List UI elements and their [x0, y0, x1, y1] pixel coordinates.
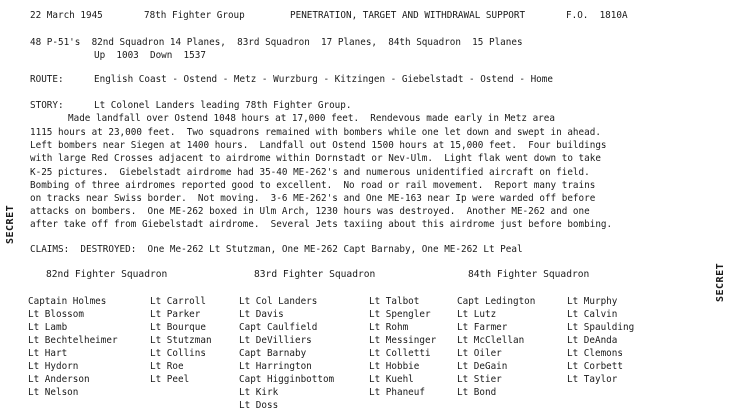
- story-label: STORY:: [30, 100, 64, 111]
- route-label: ROUTE:: [30, 74, 64, 85]
- story-line: 1115 hours at 23,000 feet. Two squadrons remained with bombers while one let down and swept in ahead.: [30, 127, 601, 138]
- report-date: 22 March 1945: [30, 10, 103, 21]
- pilot-name: Lt Spaulding: [567, 322, 635, 333]
- field-order: F.O. 1810A: [566, 10, 628, 21]
- pilot-name: Lt Peel: [150, 374, 190, 385]
- pilot-name: Lt Phaneuf: [369, 387, 425, 398]
- mission-type: PENETRATION, TARGET AND WITHDRAWAL SUPPORT: [290, 10, 526, 21]
- pilot-name: Lt Collins: [150, 348, 206, 359]
- pilot-name: Lt Clemons: [567, 348, 623, 359]
- pilot-name: Lt Bond: [457, 387, 497, 398]
- pilot-name: Capt Caulfield: [239, 322, 318, 333]
- pilot-name: Lt Roe: [150, 361, 184, 372]
- pilot-name: Lt Col Landers: [239, 296, 318, 307]
- squadron-84-roster-col1: [457, 295, 535, 399]
- pilot-name: Lt Anderson: [28, 374, 90, 385]
- pilot-name: Lt Messinger: [369, 335, 437, 346]
- pilot-name: Lt DeGain: [457, 361, 508, 372]
- squadron-84-roster-col2: [567, 295, 634, 386]
- pilot-name: Lt Parker: [150, 309, 201, 320]
- pilot-name: Lt Carroll: [150, 296, 206, 307]
- pilot-name: Lt Farmer: [457, 322, 508, 333]
- pilot-name: Lt Corbett: [567, 361, 623, 372]
- story-line: after take off from Giebelstadt airdrome. Several Jets taxiing about this airdrome just before bombing.: [30, 219, 613, 230]
- story-line: with large Red Crosses adjacent to airdrome within Dornstadt or Nev-Ulm. Light flak went down to take: [30, 153, 601, 164]
- story-line: attacks on bombers. One ME-262 boxed in Ulm Arch, 1230 hours was destroyed. Another ME-262 and one: [30, 206, 590, 217]
- story-line: Made landfall over Ostend 1048 hours at 17,000 feet. Rendevous made early in Metz area: [68, 113, 555, 124]
- squadron-83-roster-col2: [369, 295, 436, 399]
- story-line: Left bombers near Siegen at 1400 hours. Landfall out Ostend 1500 hours at 15,000 feet. Four buildings: [30, 140, 607, 151]
- pilot-name: Lt Kirk: [239, 387, 279, 398]
- secret-stamp-left: SECRET: [5, 204, 16, 244]
- route-text: English Coast - Ostend - Metz - Wurzburg - Kitzingen - Giebelstadt - Ostend - Home: [94, 74, 553, 85]
- story-line: K-25 pictures. Giebelstadt airdrome had 35-40 ME-262's and numerous unidentified aircraft on field.: [30, 167, 590, 178]
- pilot-name: Lt Stutzman: [150, 335, 212, 346]
- story-line: Lt Colonel Landers leading 78th Fighter Group.: [94, 100, 352, 111]
- pilot-name: Lt Spengler: [369, 309, 431, 320]
- pilot-name: Lt Colletti: [369, 348, 431, 359]
- pilot-name: Lt Calvin: [567, 309, 618, 320]
- pilot-name: Lt Hart: [28, 348, 68, 359]
- pilot-name: Lt Murphy: [567, 296, 618, 307]
- pilot-name: Lt Rohm: [369, 322, 409, 333]
- up-down-times: Up 1003 Down 1537: [94, 50, 206, 61]
- pilot-name: Lt Oiler: [457, 348, 502, 359]
- pilot-name: Lt Bechtelheimer: [28, 335, 118, 346]
- squadron-84-title: 84th Fighter Squadron: [468, 269, 590, 280]
- aircraft-summary: 48 P-51's 82nd Squadron 14 Planes, 83rd Squadron 17 Planes, 84th Squadron 15 Planes: [30, 37, 523, 48]
- claims-line: CLAIMS: DESTROYED: One Me-262 Lt Stutzman, One ME-262 Capt Barnaby, One ME-262 Lt Peal: [30, 244, 523, 255]
- pilot-name: Lt Taylor: [567, 374, 618, 385]
- pilot-name: Capt Barnaby: [239, 348, 307, 359]
- pilot-name: Lt Blossom: [28, 309, 84, 320]
- pilot-name: Lt Davis: [239, 309, 284, 320]
- squadron-82-title: 82nd Fighter Squadron: [46, 269, 168, 280]
- pilot-name: Lt Hydorn: [28, 361, 79, 372]
- pilot-name: Lt DeVilliers: [239, 335, 312, 346]
- squadron-82-roster-col1: [28, 295, 118, 399]
- fighter-group: 78th Fighter Group: [144, 10, 245, 21]
- pilot-name: Lt Harrington: [239, 361, 312, 372]
- pilot-name: Capt Higginbottom: [239, 374, 335, 385]
- pilot-name: Lt Lamb: [28, 322, 68, 333]
- pilot-name: Lt Kuehl: [369, 374, 414, 385]
- pilot-name: Lt Doss: [239, 400, 279, 411]
- pilot-name: Capt Ledington: [457, 296, 536, 307]
- squadron-82-roster-col2: [150, 295, 212, 386]
- squadron-83-title: 83rd Fighter Squadron: [254, 269, 376, 280]
- story-line: Bombing of three airdromes reported good to excellent. No road or rail movement. Report many trains: [30, 180, 596, 191]
- pilot-name: Lt Hobbie: [369, 361, 420, 372]
- secret-stamp-right: SECRET: [715, 262, 726, 302]
- pilot-name: Lt Stier: [457, 374, 502, 385]
- pilot-name: Captain Holmes: [28, 296, 107, 307]
- pilot-name: Lt McClellan: [457, 335, 525, 346]
- story-line: on tracks near Swiss border. Not moving. 3-6 ME-262's and One ME-163 near Ip were warded off before: [30, 193, 596, 204]
- pilot-name: Lt Bourque: [150, 322, 206, 333]
- pilot-name: Lt DeAnda: [567, 335, 618, 346]
- pilot-name: Lt Talbot: [369, 296, 420, 307]
- squadron-83-roster-col1: [239, 295, 334, 412]
- pilot-name: Lt Lutz: [457, 309, 497, 320]
- pilot-name: Lt Nelson: [28, 387, 79, 398]
